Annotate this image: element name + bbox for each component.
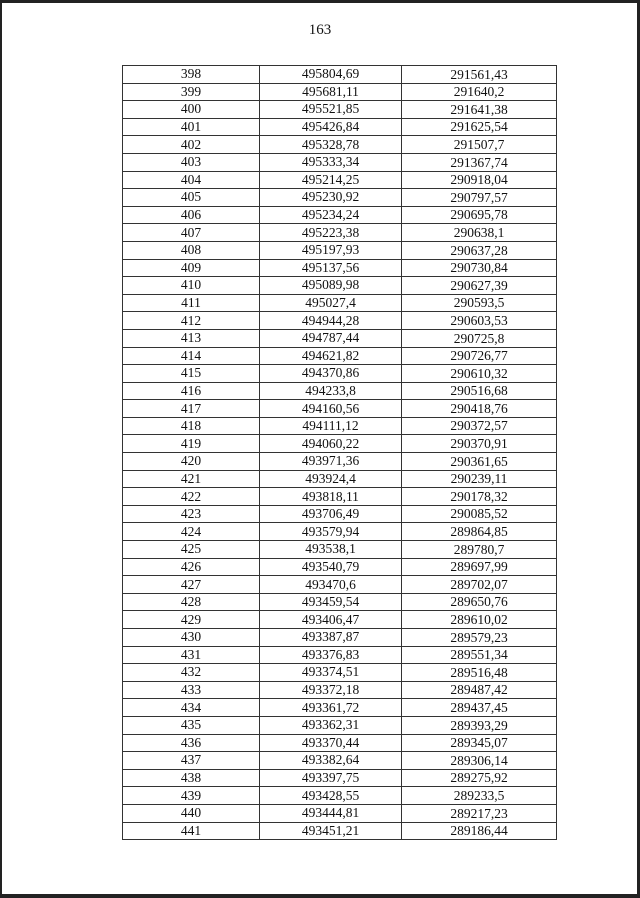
y-coordinate-cell: 289516,48 [402,664,557,682]
table-row [123,752,557,770]
coordinates-table-body [123,66,557,840]
table-row [123,523,557,541]
y-coordinate-cell: 291641,38 [402,101,557,119]
point-number-cell: 401 [123,118,260,136]
point-number-cell: 436 [123,734,260,752]
y-coordinate-cell: 289437,45 [402,699,557,717]
y-coordinate-cell: 290603,53 [402,312,557,330]
point-number-cell: 423 [123,505,260,523]
y-coordinate-cell: 289393,29 [402,716,557,734]
point-number-cell: 438 [123,769,260,787]
table-row [123,769,557,787]
table-row [123,681,557,699]
y-coordinate-cell: 291561,43 [402,66,557,84]
point-number-cell: 426 [123,558,260,576]
scan-border-top [0,0,640,3]
page-number: 163 [308,22,332,38]
table-row [123,224,557,242]
scan-border-bottom [0,894,640,898]
point-number-cell: 429 [123,611,260,629]
y-coordinate-cell: 290085,52 [402,505,557,523]
table-row [123,294,557,312]
table-row [123,171,557,189]
x-coordinate-cell: 495089,98 [260,277,402,295]
point-number-cell: 402 [123,136,260,154]
x-coordinate-cell: 493382,64 [260,752,402,770]
x-coordinate-cell: 495681,11 [260,83,402,101]
point-number-cell: 413 [123,329,260,347]
table-row [123,611,557,629]
point-number-cell: 409 [123,259,260,277]
point-number-cell: 404 [123,171,260,189]
y-coordinate-cell: 289610,02 [402,611,557,629]
point-number-cell: 403 [123,153,260,171]
x-coordinate-cell: 495333,34 [260,153,402,171]
table-row [123,787,557,805]
x-coordinate-cell: 493444,81 [260,804,402,822]
table-row [123,629,557,647]
x-coordinate-cell: 494060,22 [260,435,402,453]
table-row [123,716,557,734]
x-coordinate-cell: 495521,85 [260,101,402,119]
x-coordinate-cell: 494787,44 [260,329,402,347]
x-coordinate-cell: 494944,28 [260,312,402,330]
x-coordinate-cell: 494233,8 [260,382,402,400]
point-number-cell: 398 [123,66,260,84]
y-coordinate-cell: 290610,32 [402,365,557,383]
y-coordinate-cell: 290372,57 [402,417,557,435]
y-coordinate-cell: 289780,7 [402,541,557,559]
x-coordinate-cell: 493361,72 [260,699,402,717]
table-row [123,259,557,277]
table-row [123,118,557,136]
table-row [123,136,557,154]
point-number-cell: 441 [123,822,260,840]
x-coordinate-cell: 495230,92 [260,189,402,207]
scan-border-left [0,0,2,898]
table-row [123,153,557,171]
table-row [123,804,557,822]
point-number-cell: 406 [123,206,260,224]
x-coordinate-cell: 493470,6 [260,576,402,594]
y-coordinate-cell: 289306,14 [402,752,557,770]
table-row [123,365,557,383]
point-number-cell: 430 [123,629,260,647]
x-coordinate-cell: 495223,38 [260,224,402,242]
y-coordinate-cell: 289186,44 [402,822,557,840]
y-coordinate-cell: 289345,07 [402,734,557,752]
x-coordinate-cell: 493362,31 [260,716,402,734]
y-coordinate-cell: 289864,85 [402,523,557,541]
point-number-cell: 420 [123,453,260,471]
table-row [123,400,557,418]
point-number-cell: 421 [123,470,260,488]
x-coordinate-cell: 495328,78 [260,136,402,154]
x-coordinate-cell: 493971,36 [260,453,402,471]
point-number-cell: 417 [123,400,260,418]
point-number-cell: 425 [123,541,260,559]
x-coordinate-cell: 494160,56 [260,400,402,418]
x-coordinate-cell: 493374,51 [260,664,402,682]
point-number-cell: 431 [123,646,260,664]
x-coordinate-cell: 495214,25 [260,171,402,189]
y-coordinate-cell: 290239,11 [402,470,557,488]
y-coordinate-cell: 291625,54 [402,118,557,136]
table-row [123,488,557,506]
table-row [123,664,557,682]
point-number-cell: 419 [123,435,260,453]
x-coordinate-cell: 493376,83 [260,646,402,664]
point-number-cell: 433 [123,681,260,699]
x-coordinate-cell: 494621,82 [260,347,402,365]
table-row [123,470,557,488]
y-coordinate-cell: 289275,92 [402,769,557,787]
x-coordinate-cell: 495197,93 [260,241,402,259]
y-coordinate-cell: 289702,07 [402,576,557,594]
point-number-cell: 400 [123,101,260,119]
table-row [123,453,557,471]
x-coordinate-cell: 493540,79 [260,558,402,576]
y-coordinate-cell: 290918,04 [402,171,557,189]
x-coordinate-cell: 495804,69 [260,66,402,84]
point-number-cell: 440 [123,804,260,822]
y-coordinate-cell: 289551,34 [402,646,557,664]
point-number-cell: 407 [123,224,260,242]
x-coordinate-cell: 494111,12 [260,417,402,435]
point-number-cell: 424 [123,523,260,541]
x-coordinate-cell: 493459,54 [260,593,402,611]
table-row [123,66,557,84]
point-number-cell: 432 [123,664,260,682]
x-coordinate-cell: 493397,75 [260,769,402,787]
x-coordinate-cell: 493370,44 [260,734,402,752]
point-number-cell: 434 [123,699,260,717]
point-number-cell: 411 [123,294,260,312]
point-number-cell: 427 [123,576,260,594]
y-coordinate-cell: 289487,42 [402,681,557,699]
table-row [123,593,557,611]
y-coordinate-cell: 290361,65 [402,453,557,471]
point-number-cell: 414 [123,347,260,365]
table-row [123,558,557,576]
y-coordinate-cell: 290516,68 [402,382,557,400]
coordinates-table [122,65,557,840]
x-coordinate-cell: 495137,56 [260,259,402,277]
point-number-cell: 412 [123,312,260,330]
table-row [123,541,557,559]
table-row [123,646,557,664]
y-coordinate-cell: 290418,76 [402,400,557,418]
y-coordinate-cell: 289697,99 [402,558,557,576]
table-row [123,189,557,207]
y-coordinate-cell: 290178,32 [402,488,557,506]
point-number-cell: 405 [123,189,260,207]
point-number-cell: 416 [123,382,260,400]
table-row [123,83,557,101]
point-number-cell: 435 [123,716,260,734]
y-coordinate-cell: 290695,78 [402,206,557,224]
x-coordinate-cell: 494370,86 [260,365,402,383]
y-coordinate-cell: 290797,57 [402,189,557,207]
y-coordinate-cell: 290638,1 [402,224,557,242]
x-coordinate-cell: 495027,4 [260,294,402,312]
x-coordinate-cell: 493428,55 [260,787,402,805]
point-number-cell: 410 [123,277,260,295]
y-coordinate-cell: 291507,7 [402,136,557,154]
table-row [123,734,557,752]
point-number-cell: 418 [123,417,260,435]
x-coordinate-cell: 493924,4 [260,470,402,488]
y-coordinate-cell: 291367,74 [402,153,557,171]
x-coordinate-cell: 493406,47 [260,611,402,629]
y-coordinate-cell: 290370,91 [402,435,557,453]
table-row [123,822,557,840]
table-row [123,576,557,594]
y-coordinate-cell: 289650,76 [402,593,557,611]
y-coordinate-cell: 289233,5 [402,787,557,805]
table-row [123,312,557,330]
x-coordinate-cell: 493818,11 [260,488,402,506]
y-coordinate-cell: 290725,8 [402,329,557,347]
y-coordinate-cell: 290726,77 [402,347,557,365]
point-number-cell: 415 [123,365,260,383]
table-row [123,277,557,295]
table-row [123,241,557,259]
point-number-cell: 399 [123,83,260,101]
y-coordinate-cell: 289579,23 [402,629,557,647]
x-coordinate-cell: 493579,94 [260,523,402,541]
table-row [123,101,557,119]
x-coordinate-cell: 493372,18 [260,681,402,699]
point-number-cell: 408 [123,241,260,259]
table-row [123,347,557,365]
y-coordinate-cell: 289217,23 [402,804,557,822]
table-row [123,435,557,453]
x-coordinate-cell: 493538,1 [260,541,402,559]
y-coordinate-cell: 290627,39 [402,277,557,295]
table-row [123,206,557,224]
x-coordinate-cell: 493451,21 [260,822,402,840]
y-coordinate-cell: 290730,84 [402,259,557,277]
x-coordinate-cell: 493706,49 [260,505,402,523]
x-coordinate-cell: 495234,24 [260,206,402,224]
point-number-cell: 428 [123,593,260,611]
y-coordinate-cell: 290593,5 [402,294,557,312]
y-coordinate-cell: 291640,2 [402,83,557,101]
table-row [123,382,557,400]
table-row [123,417,557,435]
table-row [123,699,557,717]
point-number-cell: 422 [123,488,260,506]
x-coordinate-cell: 495426,84 [260,118,402,136]
table-row [123,505,557,523]
y-coordinate-cell: 290637,28 [402,241,557,259]
x-coordinate-cell: 493387,87 [260,629,402,647]
table-row [123,329,557,347]
point-number-cell: 439 [123,787,260,805]
point-number-cell: 437 [123,752,260,770]
